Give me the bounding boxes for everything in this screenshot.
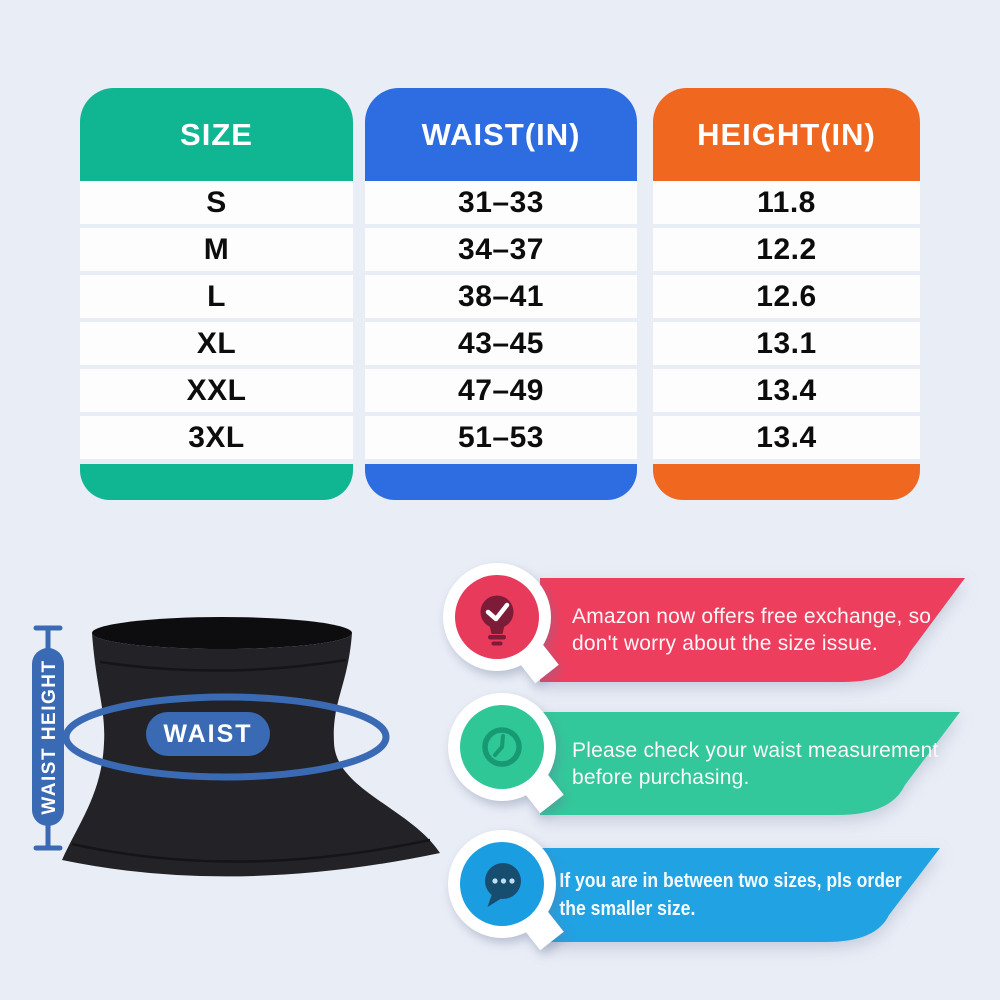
table-cell-size: 3XL — [80, 416, 353, 459]
callout-line: Please check your waist measurement — [572, 738, 939, 762]
table-cell-height: 13.4 — [653, 416, 920, 459]
table-cell-waist: 47–49 — [365, 369, 637, 412]
table-cell-size: L — [80, 275, 353, 318]
table-cell-waist: 31–33 — [365, 181, 637, 224]
table-cell-height: 13.1 — [653, 322, 920, 365]
callout-between-sizes — [446, 828, 986, 968]
table-cell-waist: 51–53 — [365, 416, 637, 459]
callout-free-exchange — [441, 561, 981, 701]
table-cell-height: 13.4 — [653, 369, 920, 412]
callout-line: the smaller size. — [559, 898, 696, 920]
lightbulb-check-icon — [441, 561, 565, 693]
waist-trainer-illustration — [10, 598, 460, 898]
table-column-height — [653, 88, 920, 500]
table-cell-waist: 38–41 — [365, 275, 637, 318]
callout-banner-blue — [540, 848, 940, 942]
size-chart-table — [80, 88, 920, 500]
table-cell-height: 12.6 — [653, 275, 920, 318]
clock-icon — [446, 691, 570, 823]
callout-text — [540, 848, 902, 942]
callout-line: don't worry about the size issue. — [572, 632, 878, 655]
column-footer-height — [653, 464, 920, 500]
callout-check-measurement — [446, 691, 986, 831]
column-header-waist: WAIST(IN) — [365, 88, 637, 181]
column-footer-waist — [365, 464, 637, 500]
table-cell-size: XXL — [80, 369, 353, 412]
table-cell-waist: 43–45 — [365, 322, 637, 365]
waist-label: WAIST — [163, 720, 253, 748]
table-cell-size: XL — [80, 322, 353, 365]
callout-banner-green — [540, 712, 960, 815]
table-cell-height: 12.2 — [653, 228, 920, 271]
column-footer-size — [80, 464, 353, 500]
callout-line: If you are in between two sizes, pls order — [559, 870, 902, 892]
table-cell-size: S — [80, 181, 353, 224]
table-column-waist — [365, 88, 637, 500]
table-cell-size: M — [80, 228, 353, 271]
table-cell-height: 11.8 — [653, 181, 920, 224]
column-header-height: HEIGHT(IN) — [653, 88, 920, 181]
table-column-size — [80, 88, 353, 500]
waist-height-label: WAIST HEIGHT — [39, 659, 60, 815]
trainer-opening — [92, 617, 352, 649]
callout-text — [540, 712, 960, 815]
callout-line: before purchasing. — [572, 765, 750, 789]
table-cell-waist: 34–37 — [365, 228, 637, 271]
column-header-size: SIZE — [80, 88, 353, 181]
chat-dots-icon — [446, 828, 570, 960]
callout-line: Amazon now offers free exchange, so — [572, 605, 932, 628]
callout-text — [540, 578, 965, 682]
callout-banner-red — [540, 578, 965, 682]
